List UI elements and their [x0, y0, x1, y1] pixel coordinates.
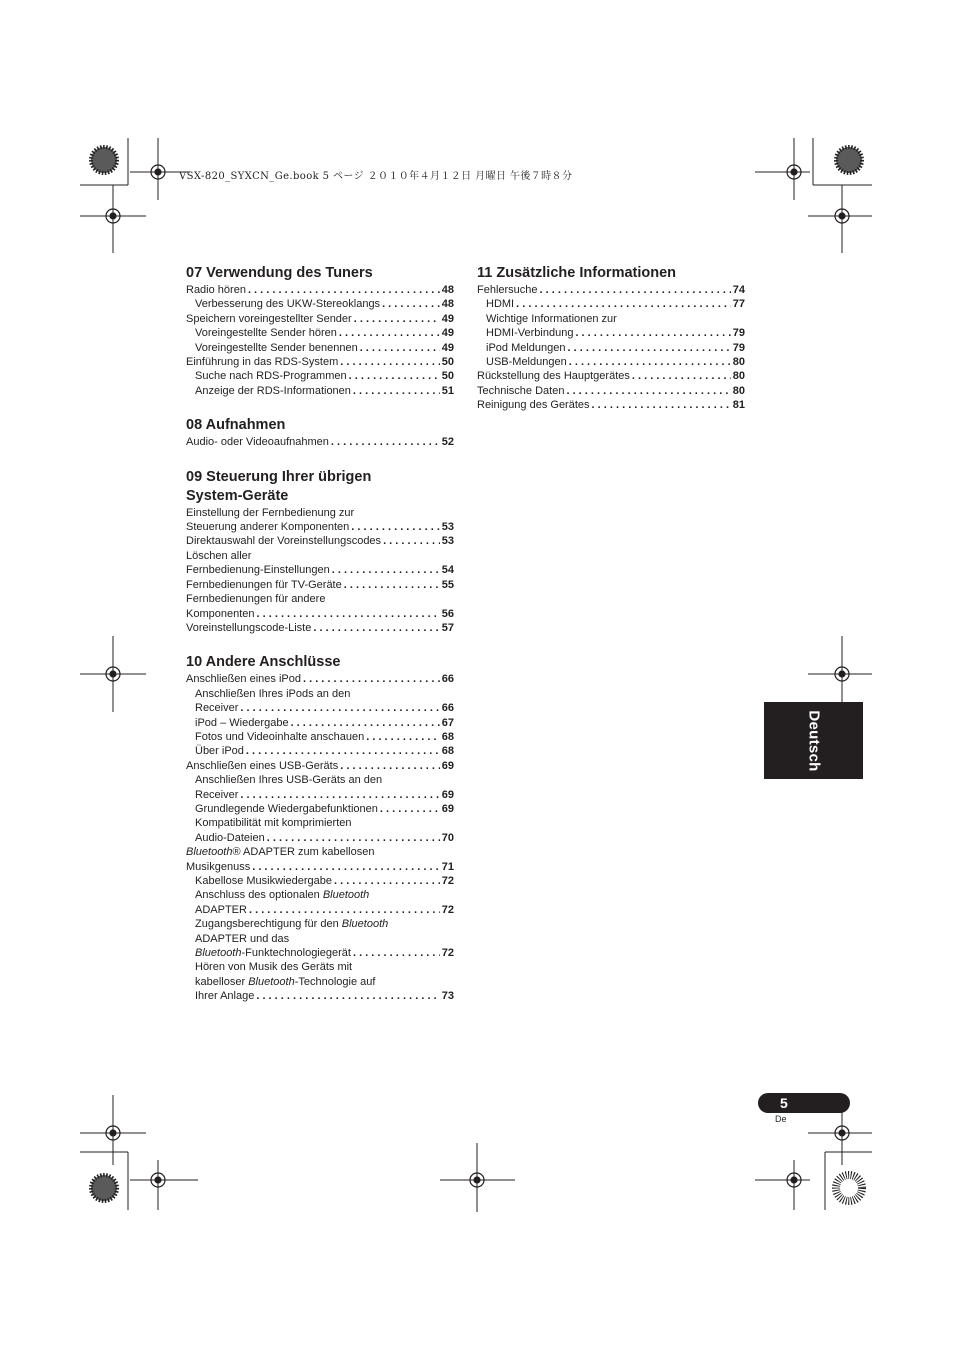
toc-entry-page: 49 — [441, 312, 454, 325]
leader-dots — [575, 326, 730, 340]
section-title: 09 Steuerung Ihrer übrigen — [186, 468, 372, 485]
toc-entry-page: 80 — [732, 370, 745, 383]
toc-entry[interactable] — [186, 283, 454, 297]
toc-entry-title: Receiver — [195, 702, 239, 715]
toc-entry-page: 70 — [441, 831, 454, 844]
toc-entry[interactable] — [186, 578, 454, 592]
toc-entry-title: iPod Meldungen — [486, 341, 566, 354]
toc-entry-page: 55 — [441, 578, 454, 591]
toc-entry-page: 54 — [441, 564, 454, 577]
toc-entry[interactable] — [477, 398, 745, 412]
toc-entry-title: Fernbedienungen für TV-Geräte — [186, 578, 342, 591]
leader-dots — [354, 312, 440, 326]
toc-entry-line: Anschließen Ihres USB-Geräts an den — [195, 774, 383, 787]
leader-dots — [569, 355, 731, 369]
toc-entry-line: Fernbedienungen für andere — [186, 593, 326, 606]
toc-entry-line: Wichtige Informationen zur — [486, 312, 617, 325]
toc-entry-title: Musikgenuss — [186, 860, 251, 873]
leader-dots — [344, 578, 440, 592]
toc-entry-page: 66 — [441, 673, 454, 686]
toc-entry[interactable] — [186, 802, 454, 816]
leader-dots — [240, 788, 439, 802]
toc-entry-page: 53 — [441, 521, 454, 534]
toc-entry-title: Receiver — [195, 788, 239, 801]
toc-entry[interactable] — [186, 297, 454, 311]
leader-dots — [353, 946, 440, 960]
toc-entry-page: 72 — [441, 875, 454, 887]
toc-entry[interactable] — [186, 946, 454, 960]
print-header-line: VSX-820_SYXCN_Ge.book 5 ページ ２０１０年４月１２日 月曜日 午後７時８分 — [179, 171, 573, 182]
toc-entry-title: Suche nach RDS-Programmen — [195, 370, 347, 383]
toc-entry-title: Audio-Dateien — [195, 831, 265, 844]
toc-column-left — [186, 264, 454, 1022]
leader-dots — [540, 283, 731, 297]
toc-entry[interactable] — [477, 297, 745, 311]
toc-entry-line: Einstellung der Fernbedienung zur — [186, 506, 355, 519]
toc-entry[interactable] — [186, 341, 454, 355]
toc-entry-page: 50 — [441, 370, 454, 383]
leader-dots — [249, 903, 440, 917]
leader-dots — [353, 384, 440, 398]
toc-entry-page: 73 — [441, 990, 454, 1003]
toc-entry[interactable] — [186, 326, 454, 340]
toc-entry-line: Löschen aller — [186, 549, 252, 562]
toc-entry-title: Voreingestellte Sender benennen — [195, 341, 358, 354]
toc-entry-page: 57 — [441, 621, 454, 634]
leader-dots — [592, 398, 731, 412]
leader-dots — [568, 341, 731, 355]
toc-entry[interactable] — [186, 672, 454, 686]
toc-entry-page: 52 — [441, 436, 454, 449]
toc-entry[interactable] — [186, 831, 454, 845]
toc-entry[interactable] — [186, 874, 454, 888]
toc-entry-line: ADAPTER und das — [195, 932, 290, 945]
toc-section — [186, 264, 454, 398]
toc-entry[interactable] — [186, 621, 454, 635]
toc-entry[interactable] — [186, 520, 454, 534]
toc-entry-title: Kabellose Musikwiedergabe — [195, 875, 332, 887]
toc-entry-page: 68 — [441, 730, 454, 743]
toc-entry[interactable] — [186, 607, 454, 621]
toc-entry[interactable] — [477, 355, 745, 369]
leader-dots — [382, 297, 440, 311]
toc-entry-title: Anzeige der RDS-Informationen — [195, 384, 351, 397]
toc-entry-page: 53 — [441, 535, 454, 548]
toc-entry-title: HDMI — [486, 298, 515, 311]
toc-entry-title: Speichern voreingestellter Sender — [186, 312, 352, 325]
toc-entry[interactable] — [186, 435, 454, 449]
page-language-code: De — [775, 1114, 787, 1124]
toc-entry-page: 50 — [441, 356, 454, 369]
toc-entry-page: 48 — [441, 298, 454, 311]
toc-entry-page: 74 — [732, 284, 745, 296]
toc-entry-title: HDMI-Verbindung — [486, 327, 574, 340]
toc-entry-page: 69 — [441, 802, 454, 815]
toc-entry-title: Voreinstellungscode-Liste — [186, 621, 312, 634]
toc-entry[interactable] — [477, 384, 745, 398]
toc-entry-page: 72 — [441, 903, 454, 916]
toc-entry[interactable] — [186, 903, 454, 917]
leader-dots — [248, 283, 440, 297]
toc-entry-title: Reinigung des Gerätes — [477, 399, 590, 412]
toc-entry-page: 69 — [441, 788, 454, 801]
toc-entry[interactable] — [186, 759, 454, 773]
toc-section — [186, 468, 454, 636]
leader-dots — [332, 563, 440, 577]
leader-dots — [252, 860, 440, 874]
toc-entry-page: 79 — [732, 341, 745, 354]
toc-entry-title: Anschließen eines USB-Geräts — [186, 759, 339, 772]
leader-dots — [349, 369, 440, 383]
toc-entry-line: Hören von Musik des Geräts mit — [195, 961, 353, 974]
toc-entry-page: 77 — [732, 298, 745, 311]
toc-entry-page: 49 — [441, 327, 454, 340]
leader-dots — [331, 435, 440, 449]
toc-entry-title: Radio hören — [186, 284, 246, 296]
leader-dots — [303, 672, 440, 686]
leader-dots — [383, 534, 440, 548]
toc-entry-page: 67 — [441, 716, 454, 729]
toc-entry-title: Einführung in das RDS-System — [186, 356, 339, 369]
toc-entry[interactable] — [186, 860, 454, 874]
section-title: 08 Aufnahmen — [186, 417, 286, 434]
leader-dots — [334, 874, 440, 888]
leader-dots — [257, 607, 440, 621]
toc-entry-title: Fotos und Videoinhalte anschauen — [195, 730, 365, 743]
toc-entry-page: 48 — [441, 284, 454, 296]
language-tab-label: Deutsch — [805, 709, 822, 772]
toc-entry-title: Über iPod — [195, 745, 244, 758]
toc-entry-page: 79 — [732, 327, 745, 340]
leader-dots — [240, 701, 439, 715]
toc-entry-page: 49 — [441, 341, 454, 354]
leader-dots — [516, 297, 731, 311]
toc-entry[interactable] — [186, 369, 454, 383]
toc-section — [477, 264, 745, 413]
page-number-badge — [758, 1093, 850, 1113]
toc-entry-title: Steuerung anderer Komponenten — [186, 521, 350, 534]
toc-entry-title: USB-Meldungen — [486, 356, 567, 369]
section-title: 07 Verwendung des Tuners — [186, 265, 373, 281]
toc-entry-title: Fehlersuche — [477, 284, 538, 296]
toc-entry[interactable] — [186, 730, 454, 744]
leader-dots — [566, 384, 730, 398]
toc-entry-page: 68 — [441, 745, 454, 758]
leader-dots — [267, 831, 440, 845]
language-tab — [764, 702, 863, 779]
toc-entry-title: Komponenten — [186, 607, 255, 620]
leader-dots — [246, 744, 440, 758]
section-title: 10 Andere Anschlüsse — [186, 654, 341, 671]
leader-dots — [339, 326, 440, 340]
toc-entry-page: 71 — [441, 860, 454, 873]
toc-entry-page: 80 — [732, 384, 745, 397]
toc-entry-line: Anschließen Ihres iPods an den — [195, 687, 351, 700]
toc-entry[interactable] — [186, 989, 454, 1003]
toc-section — [186, 653, 454, 1003]
toc-entry[interactable] — [477, 369, 745, 383]
toc-entry[interactable] — [477, 326, 745, 340]
toc-entry[interactable] — [477, 283, 745, 297]
toc-entry[interactable] — [186, 563, 454, 577]
toc-entry-page: 51 — [441, 384, 454, 397]
toc-entry[interactable] — [186, 312, 454, 326]
toc-entry-title: Ihrer Anlage — [195, 990, 255, 1003]
toc-entry-title: ADAPTER — [195, 903, 247, 916]
toc-entry[interactable] — [477, 341, 745, 355]
toc-entry-title: Bluetooth-Funktechnologiegerät — [195, 947, 351, 960]
leader-dots — [380, 802, 440, 816]
leader-dots — [632, 369, 731, 383]
section-title-line-2: System-Geräte — [186, 487, 289, 504]
leader-dots — [351, 520, 439, 534]
toc-entry-page: 80 — [732, 356, 745, 369]
toc-entry-title: iPod – Wiedergabe — [195, 716, 289, 729]
leader-dots — [366, 730, 440, 744]
toc-entry-line: kabelloser Bluetooth-Technologie auf — [195, 975, 376, 988]
toc-entry-line: Kompatibilität mit komprimierten — [195, 817, 352, 830]
toc-entry-line: Zugangsberechtigung für den Bluetooth — [195, 918, 389, 931]
toc-entry-page: 69 — [441, 759, 454, 772]
toc-entry-title: Anschließen eines iPod — [186, 673, 301, 686]
leader-dots — [340, 759, 440, 773]
toc-entry[interactable] — [186, 744, 454, 758]
leader-dots — [291, 716, 440, 730]
leader-dots — [313, 621, 439, 635]
toc-column-right — [477, 264, 745, 431]
toc-entry[interactable] — [186, 701, 454, 715]
toc-entry-line: Bluetooth® ADAPTER zum kabellosen — [186, 846, 375, 859]
toc-entry[interactable] — [186, 355, 454, 369]
toc-entry-title: Rückstellung des Hauptgerätes — [477, 370, 630, 383]
toc-entry-page: 72 — [441, 947, 454, 960]
toc-entry-title: Grundlegende Wiedergabefunktionen — [195, 802, 378, 815]
leader-dots — [340, 355, 440, 369]
page-number: 5 — [780, 1095, 788, 1111]
toc-entry-page: 66 — [441, 702, 454, 715]
leader-dots — [256, 989, 439, 1003]
leader-dots — [360, 341, 440, 355]
toc-entry-title: Audio- oder Videoaufnahmen — [186, 436, 329, 449]
toc-entry-title: Technische Daten — [477, 384, 565, 397]
toc-entry-title: Fernbedienung-Einstellungen — [186, 564, 330, 577]
toc-entry-title: Direktauswahl der Voreinstellungscodes — [186, 535, 382, 548]
toc-entry[interactable] — [186, 384, 454, 398]
toc-entry-page: 81 — [732, 399, 745, 412]
toc-entry-page: 56 — [441, 607, 454, 620]
toc-section — [186, 416, 454, 449]
section-title: 11 Zusätzliche Informationen — [477, 265, 677, 281]
toc-entry[interactable] — [186, 788, 454, 802]
toc-entry-title: Voreingestellte Sender hören — [195, 327, 337, 340]
toc-entry[interactable] — [186, 716, 454, 730]
toc-entry-line: Anschluss des optionalen Bluetooth — [195, 889, 370, 902]
toc-entry-title: Verbesserung des UKW-Stereoklangs — [195, 298, 381, 311]
toc-entry[interactable] — [186, 534, 454, 548]
